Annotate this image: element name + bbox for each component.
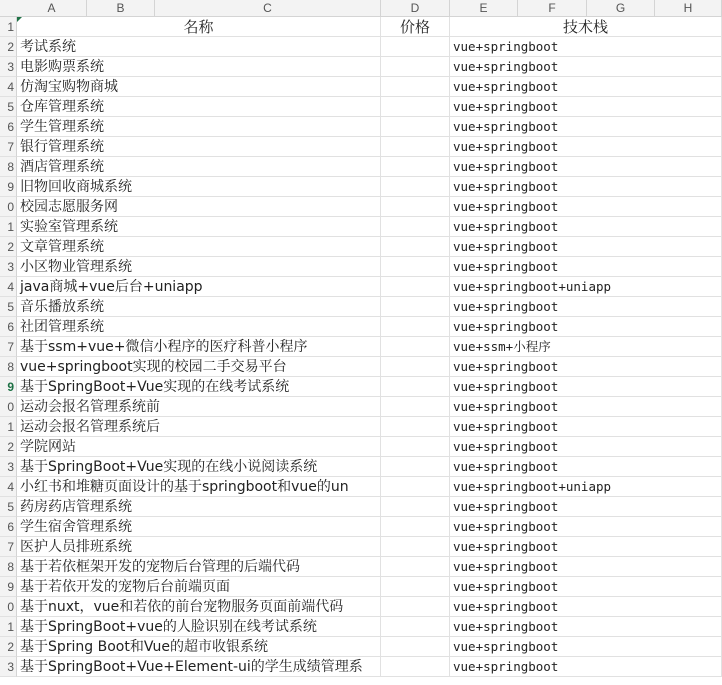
cell-name[interactable]: 小红书和堆糖页面设计的基于springboot和vue的un [17, 477, 381, 497]
cell-price[interactable] [381, 197, 450, 217]
row-number[interactable]: 0 [0, 597, 17, 617]
cell-name[interactable]: 文章管理系统 [17, 237, 381, 257]
cell-price[interactable] [381, 217, 450, 237]
cell-tech[interactable]: vue+springboot [450, 457, 722, 477]
row-number[interactable]: 8 [0, 157, 17, 177]
cell-price[interactable] [381, 377, 450, 397]
table-row [0, 557, 722, 577]
cell-tech[interactable]: vue+springboot [450, 317, 722, 337]
col-header-c[interactable]: C [155, 0, 381, 16]
cell-name[interactable]: 小区物业管理系统 [17, 257, 381, 277]
row-number[interactable]: 2 [0, 237, 17, 257]
table-row [0, 537, 722, 557]
row-number[interactable]: 2 [0, 37, 17, 57]
cell-price[interactable] [381, 437, 450, 457]
cell-tech[interactable]: vue+springboot [450, 97, 722, 117]
cell-name[interactable]: 校园志愿服务网 [17, 197, 381, 217]
cell-tech[interactable]: vue+springboot [450, 597, 722, 617]
row-number[interactable]: 0 [0, 397, 17, 417]
table-row [0, 297, 722, 317]
cell-tech[interactable]: vue+springboot+uniapp [450, 277, 722, 297]
cell-tech[interactable]: vue+springboot+uniapp [450, 477, 722, 497]
cell-price[interactable] [381, 297, 450, 317]
cell-tech[interactable]: vue+springboot [450, 77, 722, 97]
cell-tech[interactable]: vue+springboot [450, 617, 722, 637]
cell-tech[interactable]: vue+springboot [450, 297, 722, 317]
cell-tech[interactable]: vue+springboot [450, 657, 722, 677]
table-row [0, 157, 722, 177]
cell-price[interactable] [381, 557, 450, 577]
row-number[interactable]: 5 [0, 497, 17, 517]
cell-price[interactable] [381, 277, 450, 297]
cell-price[interactable] [381, 97, 450, 117]
cell-price[interactable] [381, 617, 450, 637]
col-header-a[interactable]: A [17, 0, 87, 16]
cell-price[interactable] [381, 457, 450, 477]
cell-tech-header[interactable]: 技术栈 [450, 17, 722, 37]
table-row [0, 137, 722, 157]
cell-price[interactable] [381, 237, 450, 257]
row-number[interactable]: 3 [0, 257, 17, 277]
table-row [0, 57, 722, 77]
table-row [0, 617, 722, 637]
col-header-h[interactable]: H [655, 0, 722, 16]
table-row [0, 397, 722, 417]
row-number[interactable]: 7 [0, 537, 17, 557]
cell-price[interactable] [381, 157, 450, 177]
row-number[interactable]: 3 [0, 57, 17, 77]
cell-price[interactable] [381, 597, 450, 617]
cell-name[interactable]: 基于nuxt，vue和若依的前台宠物服务页面前端代码 [17, 597, 381, 617]
cell-tech[interactable]: vue+springboot [450, 117, 722, 137]
cell-tech[interactable]: vue+springboot [450, 257, 722, 277]
cell-name[interactable]: 基于若依框架开发的宠物后台管理的后端代码 [17, 557, 381, 577]
cell-price[interactable] [381, 257, 450, 277]
cell-tech[interactable]: vue+springboot [450, 437, 722, 457]
row-number[interactable]: 5 [0, 297, 17, 317]
table-row [0, 357, 722, 377]
column-header-bar [0, 0, 722, 17]
cell-name[interactable]: 酒店管理系统 [17, 157, 381, 177]
header-row [0, 17, 722, 37]
cell-name[interactable]: 基于SpringBoot+Vue+Element-ui的学生成绩管理系 [17, 657, 381, 677]
cell-tech[interactable]: vue+springboot [450, 397, 722, 417]
cell-name[interactable]: 银行管理系统 [17, 137, 381, 157]
cell-tech[interactable]: vue+springboot [450, 217, 722, 237]
cell-tech[interactable]: vue+springboot [450, 57, 722, 77]
table-row [0, 237, 722, 257]
cell-name[interactable]: 药房药店管理系统 [17, 497, 381, 517]
table-row [0, 597, 722, 617]
row-number[interactable]: 7 [0, 137, 17, 157]
cell-name[interactable]: 仓库管理系统 [17, 97, 381, 117]
cell-tech[interactable]: vue+springboot [450, 177, 722, 197]
cell-name[interactable]: 学生宿舍管理系统 [17, 517, 381, 537]
cell-name[interactable]: 运动会报名管理系统前 [17, 397, 381, 417]
cell-name[interactable]: 实验室管理系统 [17, 217, 381, 237]
cell-name[interactable]: 考试系统 [17, 37, 381, 57]
row-number[interactable]: 1 [0, 17, 17, 37]
table-row [0, 97, 722, 117]
row-number[interactable]: 2 [0, 637, 17, 657]
table-row [0, 317, 722, 337]
cell-name[interactable]: 运动会报名管理系统后 [17, 417, 381, 437]
cell-price[interactable] [381, 177, 450, 197]
cell-price[interactable] [381, 417, 450, 437]
cell-name[interactable]: 学生管理系统 [17, 117, 381, 137]
row-number[interactable]: 9 [0, 377, 17, 397]
cell-name[interactable]: 学院网站 [17, 437, 381, 457]
cell-price[interactable] [381, 137, 450, 157]
table-row [0, 117, 722, 137]
table-row [0, 197, 722, 217]
cell-price[interactable] [381, 477, 450, 497]
cell-tech[interactable]: vue+ssm+小程序 [450, 337, 722, 357]
cell-tech[interactable]: vue+springboot [450, 197, 722, 217]
table-row [0, 377, 722, 397]
cell-price[interactable] [381, 537, 450, 557]
cell-name[interactable]: 旧物回收商城系统 [17, 177, 381, 197]
cell-name[interactable]: 基于ssm+vue+微信小程序的医疗科普小程序 [17, 337, 381, 357]
row-number[interactable]: 8 [0, 557, 17, 577]
table-row [0, 177, 722, 197]
table-row [0, 497, 722, 517]
table-row [0, 257, 722, 277]
cell-price[interactable] [381, 657, 450, 677]
row-number[interactable]: 1 [0, 217, 17, 237]
row-number[interactable]: 9 [0, 177, 17, 197]
cell-name-header[interactable]: 名称 [17, 17, 381, 37]
cell-tech[interactable]: vue+springboot [450, 577, 722, 597]
cell-name[interactable]: 音乐播放系统 [17, 297, 381, 317]
cell-price[interactable] [381, 517, 450, 537]
col-header-e[interactable]: E [450, 0, 518, 16]
cell-tech[interactable]: vue+springboot [450, 417, 722, 437]
row-number[interactable]: 8 [0, 357, 17, 377]
table-row [0, 417, 722, 437]
row-number[interactable]: 1 [0, 417, 17, 437]
row-number[interactable]: 4 [0, 77, 17, 97]
cell-price[interactable] [381, 317, 450, 337]
row-number[interactable]: 5 [0, 97, 17, 117]
cell-tech[interactable]: vue+springboot [450, 137, 722, 157]
cell-name[interactable]: 仿淘宝购物商城 [17, 77, 381, 97]
cell-tech[interactable]: vue+springboot [450, 517, 722, 537]
cell-tech[interactable]: vue+springboot [450, 37, 722, 57]
cell-price[interactable] [381, 497, 450, 517]
col-header-d[interactable]: D [381, 0, 450, 16]
cell-price[interactable] [381, 37, 450, 57]
cell-name[interactable]: 基于Spring Boot和Vue的超市收银系统 [17, 637, 381, 657]
row-number[interactable]: 6 [0, 317, 17, 337]
table-row [0, 77, 722, 97]
cell-name[interactable]: 基于SpringBoot+Vue实现的在线考试系统 [17, 377, 381, 397]
table-row [0, 477, 722, 497]
cell-name[interactable]: java商城+vue后台+uniapp [17, 277, 381, 297]
table-row [0, 457, 722, 477]
col-header-f[interactable]: F [518, 0, 587, 16]
table-row [0, 37, 722, 57]
cell-name[interactable]: vue+springboot实现的校园二手交易平台 [17, 357, 381, 377]
row-number[interactable]: 2 [0, 437, 17, 457]
row-number[interactable]: 1 [0, 617, 17, 637]
cell-price[interactable] [381, 637, 450, 657]
row-number[interactable]: 3 [0, 457, 17, 477]
cell-tech[interactable]: vue+springboot [450, 357, 722, 377]
cell-tech[interactable]: vue+springboot [450, 637, 722, 657]
table-row [0, 517, 722, 537]
cell-tech[interactable]: vue+springboot [450, 557, 722, 577]
cell-tech[interactable]: vue+springboot [450, 377, 722, 397]
cell-name[interactable]: 电影购票系统 [17, 57, 381, 77]
cell-price[interactable] [381, 577, 450, 597]
cell-tech[interactable]: vue+springboot [450, 157, 722, 177]
cell-name[interactable]: 社团管理系统 [17, 317, 381, 337]
row-number[interactable]: 6 [0, 517, 17, 537]
cell-price[interactable] [381, 57, 450, 77]
row-number[interactable]: 7 [0, 337, 17, 357]
table-row [0, 637, 722, 657]
row-number[interactable]: 4 [0, 477, 17, 497]
cell-price-header[interactable]: 价格 [381, 17, 450, 37]
row-number[interactable]: 3 [0, 657, 17, 677]
cell-tech[interactable]: vue+springboot [450, 537, 722, 557]
row-number[interactable]: 6 [0, 117, 17, 137]
cell-name[interactable]: 医护人员排班系统 [17, 537, 381, 557]
cell-comment-marker [17, 17, 22, 22]
table-row [0, 437, 722, 457]
cell-price[interactable] [381, 77, 450, 97]
col-header-b[interactable]: B [87, 0, 155, 16]
row-number[interactable]: 4 [0, 277, 17, 297]
cell-price[interactable] [381, 117, 450, 137]
table-row [0, 337, 722, 357]
table-row [0, 657, 722, 677]
cell-tech[interactable]: vue+springboot [450, 497, 722, 517]
cell-price[interactable] [381, 337, 450, 357]
cell-name[interactable]: 基于SpringBoot+vue的人脸识别在线考试系统 [17, 617, 381, 637]
cell-price[interactable] [381, 357, 450, 377]
table-row [0, 277, 722, 297]
table-row [0, 577, 722, 597]
col-header-g[interactable]: G [587, 0, 655, 16]
row-number[interactable]: 9 [0, 577, 17, 597]
table-row [0, 217, 722, 237]
row-number[interactable]: 0 [0, 197, 17, 217]
cell-name[interactable]: 基于SpringBoot+Vue实现的在线小说阅读系统 [17, 457, 381, 477]
cell-tech[interactable]: vue+springboot [450, 237, 722, 257]
cell-name[interactable]: 基于若依开发的宠物后台前端页面 [17, 577, 381, 597]
cell-price[interactable] [381, 397, 450, 417]
